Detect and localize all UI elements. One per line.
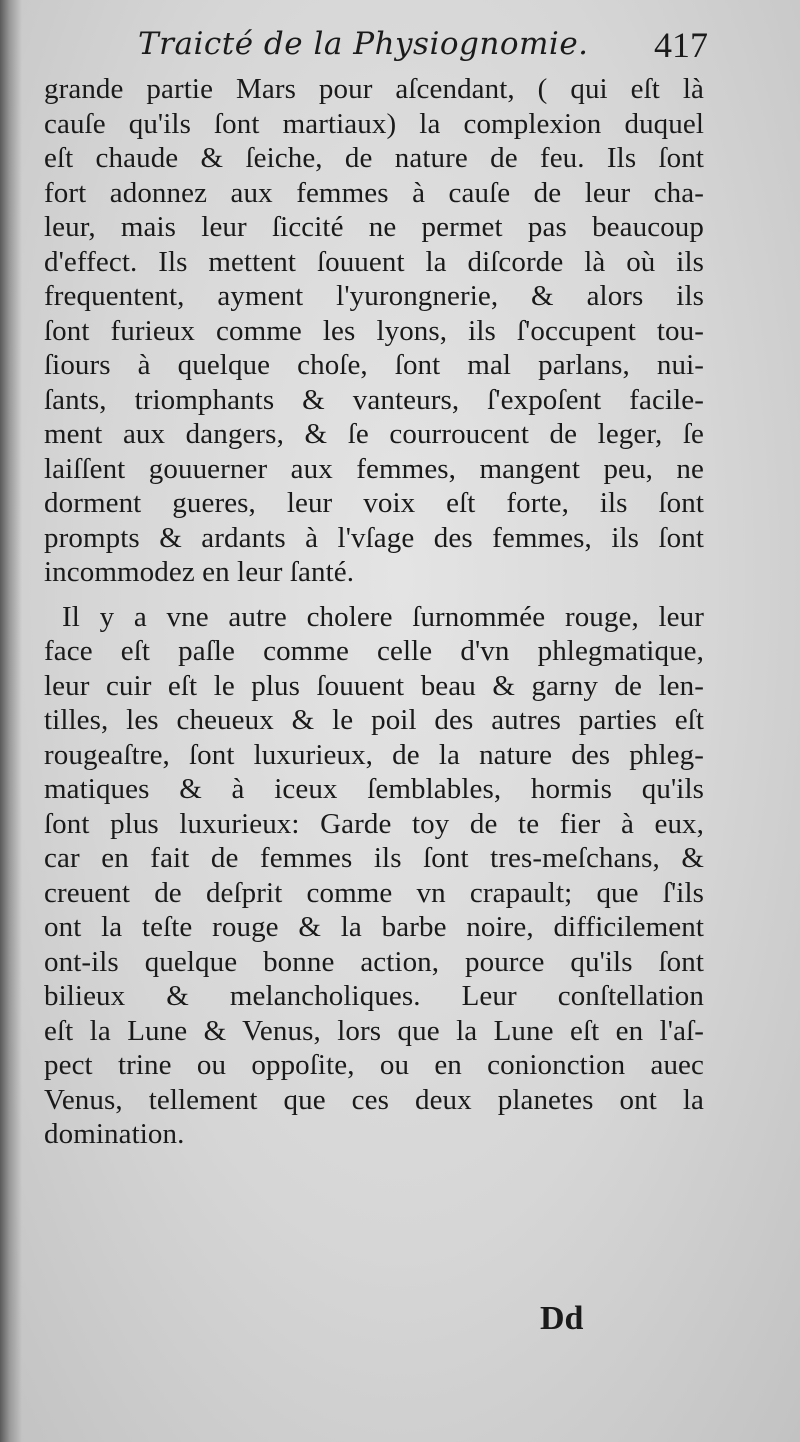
text-line: ont la teſte rouge & la barbe noire, difficilement xyxy=(44,911,704,943)
text-line: laiſſent gouuerner aux femmes, mangent peu, ne xyxy=(44,452,704,485)
text-line: ont-ils quelque bonne action, pource qu'ils ſont xyxy=(44,945,704,978)
text-line: prompts & ardants à l'vſage des femmes, ils ſont xyxy=(44,521,704,554)
text-line: ſiours à quelque choſe, ſont mal parlans, nui- xyxy=(44,349,704,381)
text-line: Il y a vne autre cholere ſurnommée rouge, leur xyxy=(62,600,704,633)
text-line: leur cuir eſt le plus ſouuent beau & garny de len- xyxy=(44,669,704,702)
paragraph-2 xyxy=(44,600,704,1152)
text-line: Venus, tellement que ces deux planetes ont la xyxy=(44,1083,704,1116)
page-gutter-shadow xyxy=(0,0,22,1442)
text-line: leur, mais leur ſiccité ne permet pas beaucoup xyxy=(44,211,704,243)
text-line: bilieux & melancholiques. Leur conſtellation xyxy=(44,980,704,1012)
text-line: ſont plus luxurieux: Garde toy de te fier à eux, xyxy=(44,807,704,840)
text-line: pect trine ou oppoſite, ou en conionction auec xyxy=(44,1049,704,1081)
text-line: frequentent, ayment l'yurongnerie, & alors ils xyxy=(44,280,704,312)
page-header xyxy=(138,22,708,72)
text-line: matiques & à iceux ſemblables, hormis qu'ils xyxy=(44,773,704,805)
text-line: eſt la Lune & Venus, lors que la Lune eſt en l'aſ- xyxy=(44,1014,704,1047)
text-line: incommodez en leur ſanté. xyxy=(44,556,355,588)
text-line: ment aux dangers, & ſe courroucent de leger, ſe xyxy=(44,418,704,450)
text-line: cauſe qu'ils ſont martiaux) la complexion duquel xyxy=(44,107,704,140)
text-line: face eſt paſle comme celle d'vn phlegmatique, xyxy=(44,635,704,667)
text-line: d'effect. Ils mettent ſouuent la diſcorde là où ils xyxy=(44,245,704,278)
text-line: tilles, les cheueux & le poil des autres parties eſt xyxy=(44,704,704,736)
text-line: domination. xyxy=(44,1118,185,1150)
text-line: ſants, triomphants & vanteurs, ſ'expoſent facile- xyxy=(44,383,704,416)
text-line: ſont furieux comme les lyons, ils ſ'occupent tou- xyxy=(44,314,704,347)
page-number: 417 xyxy=(654,25,708,65)
body-text xyxy=(44,72,704,1152)
text-line: car en fait de femmes ils ſont tres-meſchans, & xyxy=(44,842,704,874)
running-title: Traicté de la Physiognomie. xyxy=(138,26,589,62)
text-line: eſt chaude & ſeiche, de nature de feu. Ils ſont xyxy=(44,142,704,174)
signature-mark: Dd xyxy=(540,1300,584,1337)
text-line: rougeaſtre, ſont luxurieux, de la nature des phleg- xyxy=(44,738,704,771)
text-line: grande partie Mars pour aſcendant, ( qui eſt là xyxy=(44,73,704,105)
text-line: fort adonnez aux femmes à cauſe de leur cha- xyxy=(44,176,704,209)
paragraph-1 xyxy=(44,72,704,590)
text-line: creuent de deſprit comme vn crapault; que ſ'ils xyxy=(44,876,704,909)
paragraph-gap xyxy=(44,590,704,600)
text-line: dorment gueres, leur voix eſt forte, ils ſont xyxy=(44,487,704,519)
